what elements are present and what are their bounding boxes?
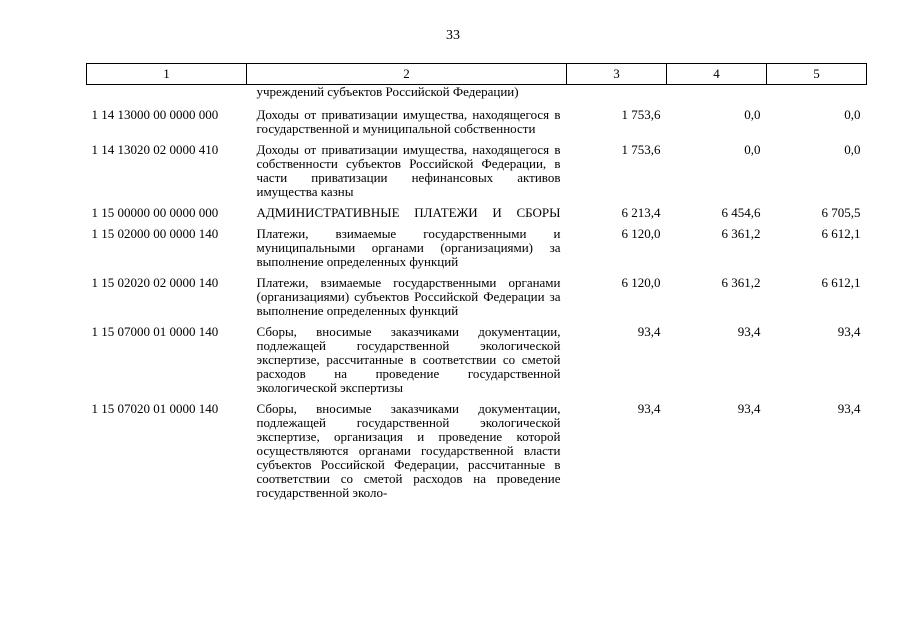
row-value-col3: 1 753,6 (621, 107, 661, 122)
column-header-3: 3 (567, 64, 667, 85)
column-header-4: 4 (667, 64, 767, 85)
row-name: Платежи, взимаемые государственными органами (организациями) субъектов Российской Федерации за выполнение определенных функций (256, 275, 561, 318)
row-value-col4: 93,4 (737, 324, 761, 339)
row-code: 1 14 13000 00 0000 000 (91, 107, 219, 122)
row-value-col5: 6 705,5 (821, 205, 861, 220)
row-value-col4: 6 361,2 (721, 275, 761, 290)
row-value-col4: 0,0 (744, 142, 761, 157)
row-name: Сборы, вносимые заказчиками документации, подлежащей государственной экологической экспертизе, рассчитанные в соответствии со сметой расходов на проведение государственной экологической экспертизы (256, 324, 561, 395)
row-code (87, 85, 247, 109)
row-value-col3: 1 753,6 (621, 142, 661, 157)
table-row (87, 85, 867, 109)
budget-table (86, 63, 867, 507)
row-value-col5 (767, 85, 867, 109)
row-value-col4: 93,4 (737, 401, 761, 416)
row-code: 1 15 07000 01 0000 140 (91, 324, 219, 339)
row-value-col3: 6 213,4 (621, 205, 661, 220)
row-value-col5: 6 612,1 (821, 226, 861, 241)
table-row (87, 402, 867, 507)
row-value-col3: 6 120,0 (621, 226, 661, 241)
row-code: 1 15 02020 02 0000 140 (91, 275, 219, 290)
row-value-col3: 93,4 (637, 401, 661, 416)
row-value-col4 (667, 85, 767, 109)
row-name: Доходы от приватизации имущества, находящегося в собственности субъектов Российской Федерации, в части приватизации нефинансовых активов имущества казны (256, 142, 561, 199)
row-value-col4: 6 361,2 (721, 226, 761, 241)
page-number: 33 (446, 28, 460, 43)
row-name: Сборы, вносимые заказчиками документации, подлежащей государственной экологической экспертизе, организация и проведение которой осуществляются органами государственной власти субъектов Российской Федерации, рассчитанные в соответствии со сметой расходов на проведение государственной эколо- (256, 401, 561, 500)
row-value-col5: 6 612,1 (821, 275, 861, 290)
row-name: учреждений субъектов Российской Федерации) (256, 84, 519, 99)
column-header-5: 5 (767, 64, 867, 85)
table-row (87, 108, 867, 143)
table-row (87, 325, 867, 402)
row-value-col4: 0,0 (744, 107, 761, 122)
row-value-col4: 6 454,6 (721, 205, 761, 220)
column-header-2: 2 (247, 64, 567, 85)
table-row (87, 143, 867, 206)
row-code: 1 15 02000 00 0000 140 (91, 226, 219, 241)
row-code: 1 14 13020 02 0000 410 (91, 142, 219, 157)
table-row (87, 206, 867, 227)
row-value-col3: 93,4 (637, 324, 661, 339)
row-name: Доходы от приватизации имущества, находящегося в государственной и муниципальной собственности (256, 107, 561, 136)
row-name: Платежи, взимаемые государственными и муниципальными органами (организациями) за выполнение определенных функций (256, 226, 561, 269)
row-value-col5: 0,0 (844, 142, 861, 157)
row-value-col5: 93,4 (837, 324, 861, 339)
column-header-1: 1 (87, 64, 247, 85)
table-row (87, 276, 867, 325)
row-value-col3 (567, 85, 667, 109)
row-value-col5: 0,0 (844, 107, 861, 122)
table-row (87, 227, 867, 276)
row-code: 1 15 07020 01 0000 140 (91, 401, 219, 416)
row-value-col3: 6 120,0 (621, 275, 661, 290)
table-header-row (87, 64, 867, 85)
row-name: АДМИНИСТРАТИВНЫЕ ПЛАТЕЖИ И СБОРЫ (256, 205, 561, 220)
row-code: 1 15 00000 00 0000 000 (91, 205, 219, 220)
row-value-col5: 93,4 (837, 401, 861, 416)
